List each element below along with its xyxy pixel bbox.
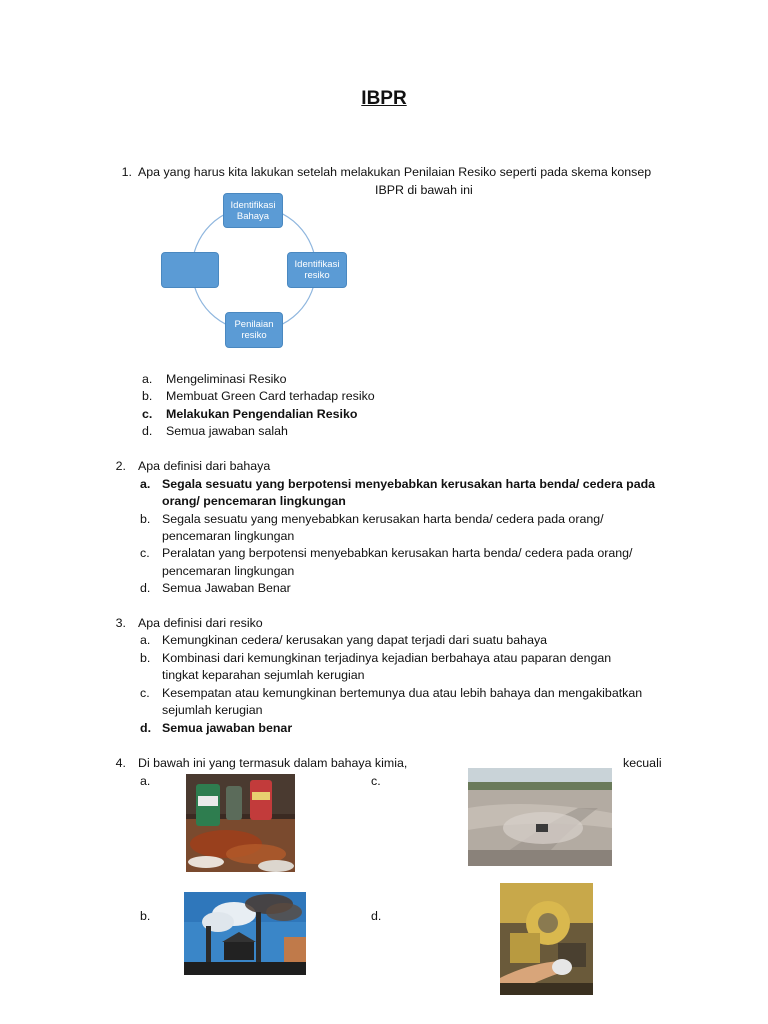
diagram-node-identifikasi-bahaya xyxy=(223,193,283,228)
question-4-number: 4. xyxy=(115,756,126,770)
diagram-node-identifikasi-resiko xyxy=(287,252,347,288)
q2-option-c-line2: pencemaran lingkungan xyxy=(162,564,295,578)
q1-option-a-text: Mengeliminasi Resiko xyxy=(166,372,287,386)
question-3-text: Apa definisi dari resiko xyxy=(138,616,263,630)
q1-option-c-text: Melakukan Pengendalian Resiko xyxy=(166,407,358,421)
question-3-number: 3. xyxy=(115,616,126,630)
node-bottom-line2: resiko xyxy=(241,330,267,341)
question-2-number: 2. xyxy=(115,459,126,473)
diagram-node-blank xyxy=(161,252,219,288)
q1-option-c-letter: c. xyxy=(142,407,153,421)
q4-label-c: c. xyxy=(371,774,381,788)
node-right-line1: Identifikasi xyxy=(294,259,340,270)
q3-option-c-line1: Kesempatan atau kemungkinan bertemunya dua atau lebih bahaya dan mengakibatkan xyxy=(162,686,643,700)
q3-option-c-line2: sejumlah kerugian xyxy=(162,703,263,717)
question-4-text: Di bawah ini yang termasuk dalam bahaya kimia, xyxy=(138,756,408,770)
q3-option-a-line1: Kemungkinan cedera/ kerusakan yang dapat terjadi dari suatu bahaya xyxy=(162,633,548,647)
q1-option-d-text: Semua jawaban salah xyxy=(166,424,288,438)
node-bottom-line1: Penilaian xyxy=(234,319,274,330)
question-1-text-line2: IBPR di bawah ini xyxy=(375,183,473,197)
q2-option-b-line2: pencemaran lingkungan xyxy=(162,529,295,543)
ibpr-cycle-diagram xyxy=(150,190,360,355)
q3-option-b-line2: tingkat keparahan sejumlah kerugian xyxy=(162,668,365,682)
q3-option-c-letter: c. xyxy=(140,686,150,700)
q1-option-a-letter: a. xyxy=(142,372,153,386)
q3-option-d-line1: Semua jawaban benar xyxy=(162,721,293,735)
q3-option-a-letter: a. xyxy=(140,633,151,647)
question-1-number: 1. xyxy=(121,165,132,179)
q3-option-d-letter: d. xyxy=(140,721,152,735)
q4-label-a: a. xyxy=(140,774,151,788)
q1-option-b-text: Membuat Green Card terhadap resiko xyxy=(166,389,375,403)
q2-option-b-letter: b. xyxy=(140,512,151,526)
dusty-mining-road-photo xyxy=(468,768,612,866)
question-4-text-end: kecuali xyxy=(623,756,662,770)
q1-option-b-letter: b. xyxy=(142,389,153,403)
diagram-node-penilaian-resiko xyxy=(225,312,283,348)
q4-label-b: b. xyxy=(140,909,151,923)
q3-option-b-line1: Kombinasi dari kemungkinan terjadinya kejadian berbahaya atau paparan dengan xyxy=(162,651,612,665)
q4-label-d: d. xyxy=(371,909,382,923)
node-top-line1: Identifikasi xyxy=(230,199,276,211)
q2-option-a-line2: orang/ pencemaran lingkungan xyxy=(162,494,346,508)
node-right-line2: resiko xyxy=(304,270,330,281)
node-top-line2: Bahaya xyxy=(236,210,270,222)
q2-option-d-line1: Semua Jawaban Benar xyxy=(162,581,291,595)
q2-option-a-line1: Segala sesuatu yang berpotensi menyebabkan kerusakan harta benda/ cedera pada xyxy=(162,477,656,491)
q2-option-d-letter: d. xyxy=(140,581,151,595)
q2-option-c-letter: c. xyxy=(140,546,150,560)
q2-option-c-line1: Peralatan yang berpotensi menyebabkan kerusakan harta benda/ cedera pada orang/ xyxy=(162,546,633,560)
q2-option-b-line1: Segala sesuatu yang menyebabkan kerusakan harta benda/ cedera pada orang/ xyxy=(162,512,604,526)
chemical-drums-photo xyxy=(186,774,295,872)
engine-maintenance-photo xyxy=(500,883,593,995)
q1-option-d-letter: d. xyxy=(142,424,153,438)
factory-smoke-stacks-photo xyxy=(184,892,306,975)
q3-option-b-letter: b. xyxy=(140,651,151,665)
question-1-text-line1: Apa yang harus kita lakukan setelah melakukan Penilaian Resiko seperti pada skema konsep xyxy=(138,165,652,179)
page-title: IBPR xyxy=(361,88,407,109)
q2-option-a-letter: a. xyxy=(140,477,151,491)
question-2-text: Apa definisi dari bahaya xyxy=(138,459,271,473)
